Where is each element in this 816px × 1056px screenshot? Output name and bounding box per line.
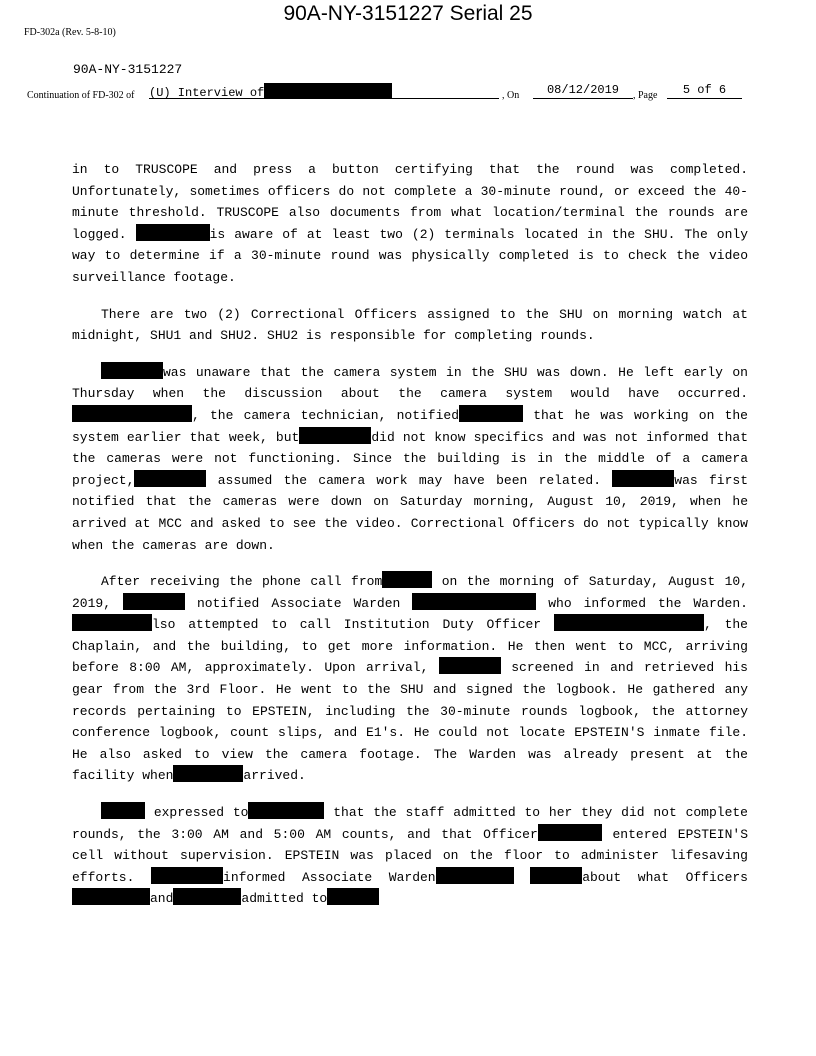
text-run: who informed the Warden.	[548, 595, 748, 611]
text-run: screened in and retrieved his gear from the 3rd Floor. He went to the SHU and signed the logbook. He gathered any records pertaining to EPSTEIN, including the 30-minute rounds logbook, the attorney conference logbook, count slips, and E1's. He could not locate EPSTEIN'S inmate file. He also asked to view the camera footage. The Warden was already present at the facility when	[72, 660, 748, 784]
redaction-block	[612, 470, 674, 487]
text-run: was first notified that the cameras were down on Saturday morning, August 10, 2019, when he arrived at MCC and asked to see the video. Correctional Officers do not typically know when the cameras are down.	[72, 472, 748, 553]
text-run: There are two (2) Correctional Officers assigned to the SHU on morning watch at midnight, SHU1 and SHU2. SHU2 is responsible for completing rounds.	[72, 306, 748, 344]
redaction-block	[173, 888, 241, 905]
redaction-block	[123, 593, 185, 610]
redaction-block	[173, 765, 243, 782]
redaction-block	[327, 888, 379, 905]
text-run: notified Associate Warden	[196, 595, 401, 611]
text-run: assumed the camera work may have been related.	[217, 472, 601, 488]
paragraph-1	[72, 159, 748, 289]
page-label: , Page	[633, 90, 658, 101]
document-serial-title: 90A-NY-3151227 Serial 25	[283, 2, 533, 25]
text-run: on the morning of Saturday, August 10, 2019,	[72, 574, 748, 611]
paragraph-2	[72, 304, 748, 347]
text-run: After receiving the phone call from	[101, 574, 383, 590]
text-run: that he was working on the system earlier that week, but	[72, 407, 748, 445]
text-run: entered EPSTEIN'S cell without supervision. EPSTEIN was placed on the floor to administer lifesaving efforts.	[72, 826, 748, 885]
paragraph-3	[72, 362, 748, 556]
document-body	[72, 159, 748, 925]
on-label: , On	[502, 90, 520, 101]
text-run: was unaware that the camera system in the SHU was down. He left early on Thursday when the discussion about the camera system would have occurred.	[72, 364, 748, 402]
redaction-block	[436, 867, 514, 884]
text-run: did not know specifics and was not informed that the cameras were not functioning. Since the building is in the middle of a camera project,	[72, 429, 748, 488]
file-number: 90A-NY-3151227	[73, 62, 183, 77]
text-run: in to TRUSCOPE and press a button certifying that the round was completed. Unfortunately, sometimes officers do not complete a 30-minute round, or exceed the 40-minute threshold. TRUSCOPE also documents from what location/terminal the rounds are logged.	[72, 162, 748, 242]
redaction-block	[299, 427, 371, 444]
continuation-row	[27, 83, 787, 103]
redaction-block	[72, 614, 152, 631]
subject-field	[149, 83, 499, 99]
redaction-block	[136, 224, 210, 241]
redaction-block	[439, 657, 501, 674]
redaction-block	[151, 867, 223, 884]
text-run: , the camera technician, notified	[192, 407, 459, 423]
text-run: expressed to	[153, 805, 249, 821]
redaction-block	[264, 83, 392, 99]
redaction-block	[248, 802, 324, 819]
text-run: , the Chaplain, and the building, to get more information. He then went to MCC, arriving before 8:00 AM, approximately. Upon arrival,	[72, 617, 748, 676]
redaction-block	[72, 405, 192, 422]
paragraph-4	[72, 571, 748, 787]
text-run: that the staff admitted to her they did not complete rounds, the 3:00 AM and 5:00 AM counts, and that Officer	[72, 805, 748, 842]
date-field: 08/12/2019	[533, 83, 633, 99]
redaction-block	[382, 571, 432, 588]
paragraph-5	[72, 802, 748, 910]
redaction-block	[134, 470, 206, 487]
continuation-label: Continuation of FD-302 of	[27, 90, 135, 101]
redaction-block	[101, 362, 163, 379]
text-run: lso attempted to call Institution Duty Officer	[152, 617, 542, 633]
redaction-block	[554, 614, 704, 631]
redaction-block	[459, 405, 523, 422]
form-id: FD-302a (Rev. 5-8-10)	[24, 27, 116, 38]
page-field: 5 of 6	[667, 83, 742, 99]
text-run: informed Associate Warden	[223, 869, 436, 885]
redaction-block	[530, 867, 582, 884]
text-run: arrived.	[243, 768, 306, 784]
text-run: is aware of at least two (2) terminals located in the SHU. The only way to determine if a 30-minute round was physically completed is to check the video surveillance footage.	[72, 226, 748, 285]
text-run: about what Officers	[582, 869, 748, 885]
text-run: and	[150, 891, 174, 907]
text-run: admitted to	[241, 891, 328, 907]
redaction-block	[72, 888, 150, 905]
redaction-block	[101, 802, 145, 819]
redaction-block	[412, 593, 536, 610]
subject-text: (U) Interview of	[149, 86, 265, 100]
redaction-block	[538, 824, 602, 841]
